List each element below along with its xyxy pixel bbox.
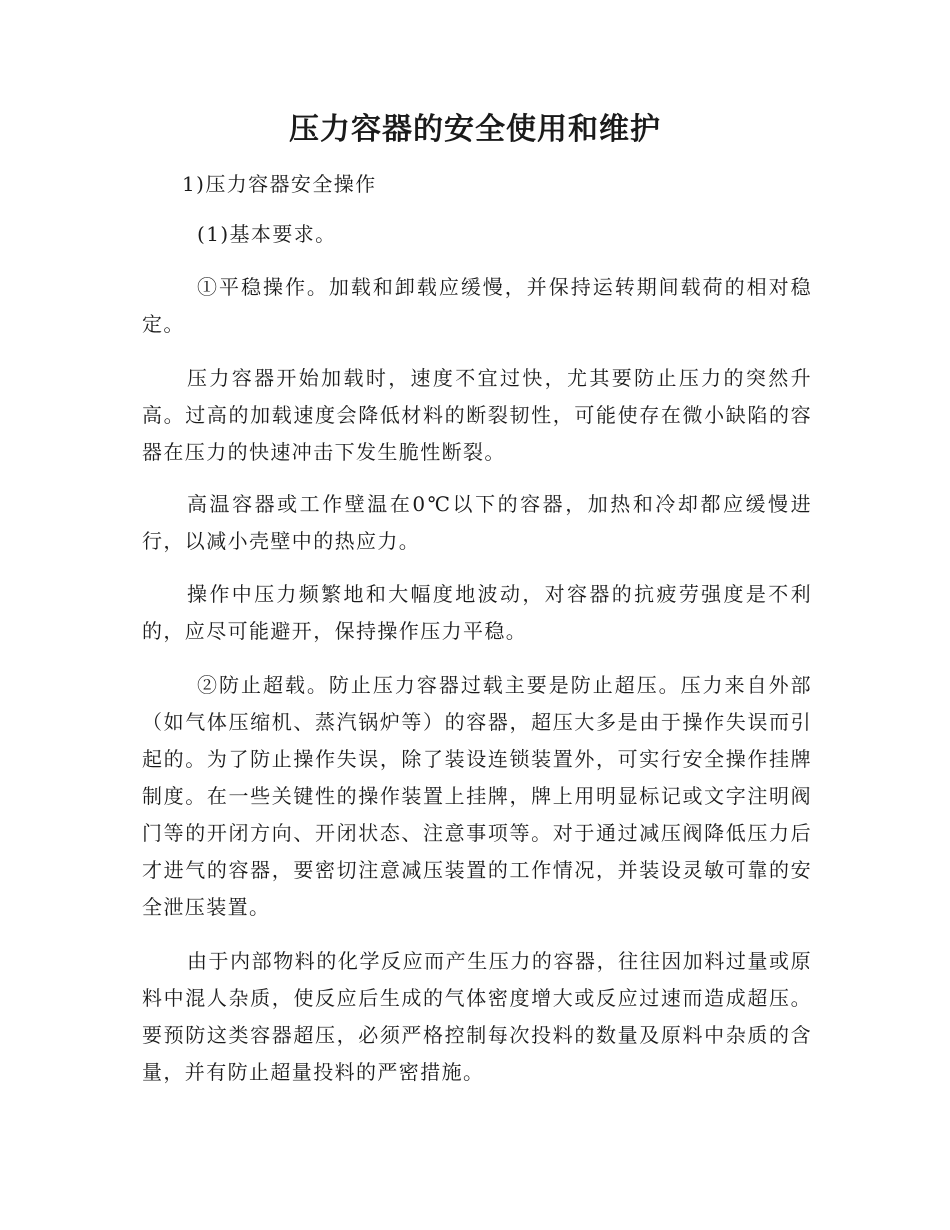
paragraph-prevent-overload: ②防止超载。防止压力容器过载主要是防止超压。压力来自外部（如气体压缩机、蒸汽锅炉等）的容器，超压大多是由于操作失误而引起的。为了防止操作失误，除了装设连锁装置外，可实行安全操作挂牌制度。在一些关键性的操作装置上挂牌，牌上用明显标记或文字注明阀门等的开闭方向、开闭状态、注意事项等。对于通过减压阀降低压力后才进气的容器，要密切注意减压装置的工作情况，并装设灵敏可靠的安全泄压装置。 [142, 673, 812, 919]
paragraph-chemical-reaction: 由于内部物料的化学反应而产生压力的容器，往往因加料过量或原料中混人杂质，使反应后生成的气体密度增大或反应过速而造成超压。要预防这类容器超压，必须严格控制每次投料的数量及原料中杂质的含量，并有防止超量投料的严密措施。 [142, 949, 812, 1084]
paragraph-temperature: 高温容器或工作壁温在0℃以下的容器，加热和冷却都应缓慢进行，以减小壳壁中的热应力。 [142, 492, 812, 553]
section-heading-safe-operation: 1)压力容器安全操作 [182, 172, 377, 196]
paragraph-loading-speed: 压力容器开始加载时，速度不宜过快，尤其要防止压力的突然升高。过高的加载速度会降低材料的断裂韧性，可能使存在微小缺陷的容器在压力的快速冲击下发生脆性断裂。 [142, 366, 812, 464]
paragraph-stable-operation: ①平稳操作。加载和卸载应缓慢，并保持运转期间载荷的相对稳定。 [142, 275, 812, 336]
subsection-heading-basic-requirements: (1)基本要求。 [197, 222, 337, 246]
paragraph-pressure-fluctuation: 操作中压力频繁地和大幅度地波动，对容器的抗疲劳强度是不利的，应尽可能避开，保持操作压力平稳。 [142, 582, 812, 643]
document-title: 压力容器的安全使用和维护 [289, 112, 661, 147]
